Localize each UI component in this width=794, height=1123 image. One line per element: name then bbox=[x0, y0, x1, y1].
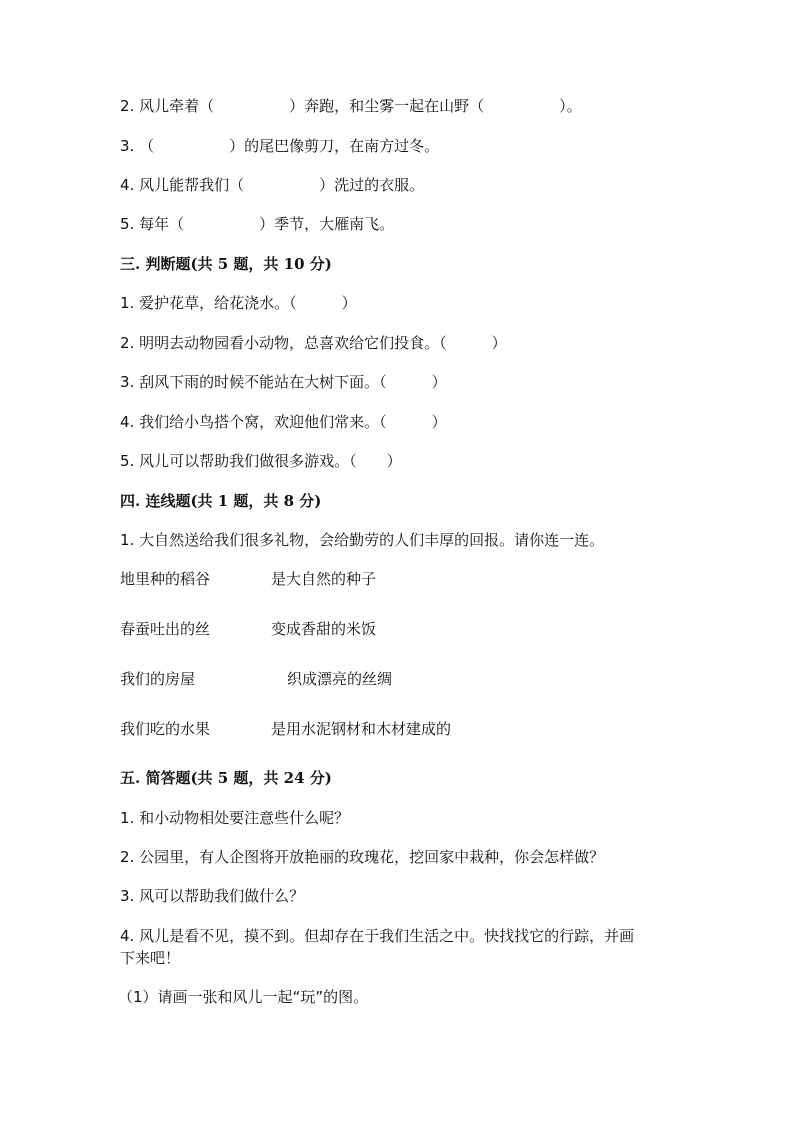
matching-left-item-2: 春蚕吐出的丝 bbox=[120, 620, 211, 638]
matching-question: 1. 大自然送给我们很多礼物，会给勤劳的人们丰厚的回报。请你连一连。 bbox=[120, 531, 605, 549]
matching-right-item-4: 是用水泥钢材和木材建成的 bbox=[271, 720, 452, 738]
matching-left-item-1: 地里种的稻谷 bbox=[120, 570, 211, 588]
section-heading-judge: 三. 判断题(共 5 题，共 10 分) bbox=[120, 255, 332, 273]
judge-item-1: 1. 爱护花草，给花浇水。（ ） bbox=[120, 294, 357, 312]
short-answer-item-4-continued: 下来吧！ bbox=[120, 949, 181, 967]
section-heading-short-answer: 五. 简答题(共 5 题，共 24 分) bbox=[120, 769, 332, 787]
short-answer-subitem-1: （1）请画一张和风儿一起“玩”的图。 bbox=[118, 988, 369, 1006]
section-heading-matching: 四. 连线题(共 1 题，共 8 分) bbox=[120, 492, 322, 510]
short-answer-item-4: 4. 风儿是看不见，摸不到。但却存在于我们生活之中。快找找它的行踪，并画 bbox=[120, 927, 635, 945]
fill-blank-item-2: 2. 风儿牵着（ ）奔跑，和尘雾一起在山野（ ）。 bbox=[120, 97, 582, 115]
matching-right-item-2: 变成香甜的米饭 bbox=[271, 620, 377, 638]
short-answer-item-3: 3. 风可以帮助我们做什么？ bbox=[120, 887, 305, 905]
judge-item-2: 2. 明明去动物园看小动物，总喜欢给它们投食。（ ） bbox=[120, 334, 507, 352]
fill-blank-item-4: 4. 风儿能帮我们（ ）洗过的衣服。 bbox=[120, 176, 425, 194]
judge-item-3: 3. 刮风下雨的时候不能站在大树下面。（ ） bbox=[120, 373, 447, 391]
matching-right-item-1: 是大自然的种子 bbox=[271, 570, 377, 588]
short-answer-item-2: 2. 公园里，有人企图将开放艳丽的玫瑰花，挖回家中栽种，你会怎样做？ bbox=[120, 848, 605, 866]
matching-left-item-4: 我们吃的水果 bbox=[120, 720, 211, 738]
fill-blank-item-3: 3. （ ）的尾巴像剪刀，在南方过冬。 bbox=[120, 137, 440, 155]
matching-right-item-3: 织成漂亮的丝绸 bbox=[287, 670, 393, 688]
judge-item-5: 5. 风儿可以帮助我们做很多游戏。（ ） bbox=[120, 452, 402, 470]
judge-item-4: 4. 我们给小鸟搭个窝，欢迎他们常来。（ ） bbox=[120, 413, 447, 431]
short-answer-item-1: 1. 和小动物相处要注意些什么呢？ bbox=[120, 809, 350, 827]
fill-blank-item-5: 5. 每年（ ）季节，大雁南飞。 bbox=[120, 215, 395, 233]
matching-left-item-3: 我们的房屋 bbox=[120, 670, 196, 688]
